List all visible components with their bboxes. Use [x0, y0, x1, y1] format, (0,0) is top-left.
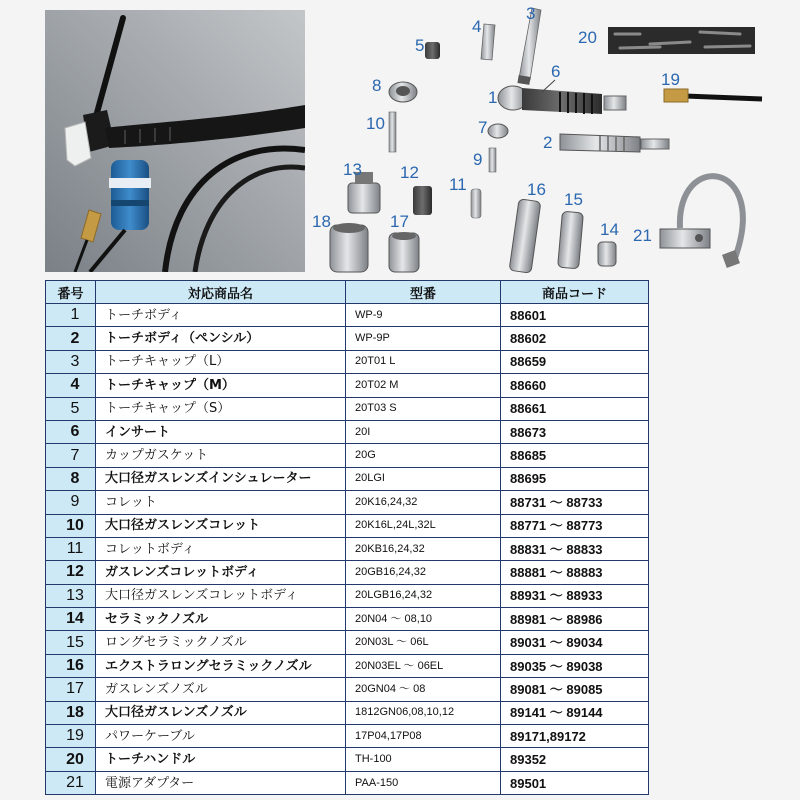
product-name: セラミックノズル [96, 608, 346, 631]
blue-connector-band [109, 178, 151, 188]
table-row [46, 584, 649, 607]
model-number: 20GN04 ～ 08 [346, 678, 501, 701]
product-name: エクストラロングセラミックノズル [96, 654, 346, 677]
callout-13: 13 [343, 160, 362, 179]
model-number: 20N04 ～ 08,10 [346, 608, 501, 631]
row-number: 4 [46, 374, 96, 397]
product-code: 88881 ～ 88883 [501, 561, 649, 584]
part-18-opening [333, 223, 365, 233]
blue-connector [111, 160, 149, 230]
row-number: 17 [46, 678, 96, 701]
product-name: パワーケーブル [96, 725, 346, 748]
part-10-collet [389, 112, 396, 152]
model-number: 17P04,17P08 [346, 725, 501, 748]
callout-1: 1 [488, 88, 498, 107]
table-body [46, 304, 649, 795]
table-row [46, 725, 649, 748]
row-number: 18 [46, 701, 96, 724]
callout-20: 20 [578, 28, 597, 47]
row-number: 14 [46, 608, 96, 631]
row-number: 2 [46, 327, 96, 350]
part-2-fitting [641, 139, 669, 149]
table-row [46, 608, 649, 631]
part-15-long-nozzle [558, 211, 584, 269]
product-code: 89501 [501, 771, 649, 794]
callout-11: 11 [449, 175, 467, 194]
part-19-fitting [664, 89, 688, 102]
table-row [46, 537, 649, 560]
product-name: トーチボディ（ペンシル） [96, 327, 346, 350]
row-number: 1 [46, 304, 96, 327]
model-number: 20LGI [346, 467, 501, 490]
table-row [46, 561, 649, 584]
table-row [46, 397, 649, 420]
header-model: 型番 [346, 281, 501, 304]
part-17-opening [392, 232, 416, 240]
product-name: ガスレンズコレットボディ [96, 561, 346, 584]
product-name: 大口径ガスレンズコレットボディ [96, 584, 346, 607]
product-name: コレット [96, 491, 346, 514]
part-21-plate-hole [695, 234, 703, 242]
table-row [46, 631, 649, 654]
product-name: カップガスケット [96, 444, 346, 467]
table-row [46, 304, 649, 327]
row-number: 8 [46, 467, 96, 490]
product-code: 88695 [501, 467, 649, 490]
product-name: 大口径ガスレンズノズル [96, 701, 346, 724]
product-code: 88660 [501, 374, 649, 397]
torch-product-photo [45, 10, 305, 272]
callout-10: 10 [366, 114, 385, 133]
header-number: 番号 [46, 281, 96, 304]
product-name: 大口径ガスレンズコレット [96, 514, 346, 537]
product-name: ロングセラミックノズル [96, 631, 346, 654]
table-row [46, 514, 649, 537]
product-name: 電源アダプター [96, 771, 346, 794]
callout-3: 3 [526, 4, 536, 23]
part-7-gasket [488, 124, 508, 138]
product-code: 89352 [501, 748, 649, 771]
table-row [46, 444, 649, 467]
product-code: 88771 ～ 88773 [501, 514, 649, 537]
model-number: 20I [346, 420, 501, 443]
model-number: 20N03L ～ 06L [346, 631, 501, 654]
product-code: 89031 ～ 89034 [501, 631, 649, 654]
part-13-collet-body [348, 183, 380, 213]
product-name: トーチハンドル [96, 748, 346, 771]
row-number: 13 [46, 584, 96, 607]
header-product-code: 商品コード [501, 281, 649, 304]
product-name: トーチボディ [96, 304, 346, 327]
table-row [46, 374, 649, 397]
blue-connector-band-2 [111, 200, 149, 206]
model-number: 20KB16,24,32 [346, 537, 501, 560]
table-header-row [46, 281, 649, 304]
table-row [46, 491, 649, 514]
model-number: 20T03 S [346, 397, 501, 420]
product-code: 89141 ～ 89144 [501, 701, 649, 724]
product-code: 88601 [501, 304, 649, 327]
callout-8: 8 [372, 76, 382, 95]
model-number: 20GB16,24,32 [346, 561, 501, 584]
part-1-torch-neck [522, 88, 602, 114]
callout-16: 16 [527, 180, 546, 199]
row-number: 12 [46, 561, 96, 584]
row-number: 5 [46, 397, 96, 420]
model-number: 20N03EL ～ 06EL [346, 654, 501, 677]
part-4-torch-cap-medium [481, 24, 495, 60]
part-19-power-cable [685, 96, 762, 99]
product-name: インサート [96, 420, 346, 443]
product-code: 88673 [501, 420, 649, 443]
product-name: 大口径ガスレンズインシュレーター [96, 467, 346, 490]
table-row [46, 350, 649, 373]
part-20-torch-handle [608, 27, 755, 54]
model-number: PAA-150 [346, 771, 501, 794]
model-number: WP-9 [346, 304, 501, 327]
product-code: 88931 ～ 88933 [501, 584, 649, 607]
callout-12: 12 [400, 163, 419, 182]
row-number: 21 [46, 771, 96, 794]
product-code: 88731 ～ 88733 [501, 491, 649, 514]
callout-14: 14 [600, 220, 619, 239]
product-code: 89081 ～ 89085 [501, 678, 649, 701]
row-number: 7 [46, 444, 96, 467]
row-number: 15 [46, 631, 96, 654]
callout-5: 5 [415, 36, 425, 55]
callout-2: 2 [543, 133, 553, 152]
model-number: 20LGB16,24,32 [346, 584, 501, 607]
parts-table [45, 280, 649, 795]
table-row [46, 327, 649, 350]
part-14-ceramic-nozzle [598, 242, 616, 266]
row-number: 9 [46, 491, 96, 514]
parts-diagram [305, 0, 800, 278]
product-code: 88602 [501, 327, 649, 350]
product-name: トーチキャップ（S） [96, 397, 346, 420]
model-number: WP-9P [346, 327, 501, 350]
product-name: トーチキャップ（M） [96, 374, 346, 397]
callout-4: 4 [472, 17, 482, 36]
product-code: 88661 [501, 397, 649, 420]
product-name: トーチキャップ（L） [96, 350, 346, 373]
part-1-fitting [604, 96, 626, 110]
part-11-collet-body [471, 189, 481, 218]
product-code: 89035 ～ 89038 [501, 654, 649, 677]
table-row [46, 420, 649, 443]
part-8-insulator-hole [396, 86, 410, 96]
product-name: ガスレンズノズル [96, 678, 346, 701]
callout-21: 21 [633, 226, 652, 245]
row-number: 3 [46, 350, 96, 373]
part-16-extra-long-nozzle [509, 199, 541, 273]
callout-15: 15 [564, 190, 583, 209]
callout-17: 17 [390, 212, 409, 231]
product-code: 88831 ～ 88833 [501, 537, 649, 560]
product-code: 88981 ～ 88986 [501, 608, 649, 631]
part-12-collet-body [413, 186, 432, 215]
model-number: 20G [346, 444, 501, 467]
row-number: 10 [46, 514, 96, 537]
model-number: 20K16L,24L,32L [346, 514, 501, 537]
table-row [46, 654, 649, 677]
table-row [46, 748, 649, 771]
product-name: コレットボディ [96, 537, 346, 560]
table-row [46, 678, 649, 701]
product-code: 88659 [501, 350, 649, 373]
product-code: 88685 [501, 444, 649, 467]
callout-18: 18 [312, 212, 331, 231]
model-number: 20T02 M [346, 374, 501, 397]
callout-9: 9 [473, 150, 483, 169]
callout-7: 7 [478, 118, 488, 137]
row-number: 11 [46, 537, 96, 560]
row-number: 16 [46, 654, 96, 677]
model-number: 20T01 L [346, 350, 501, 373]
table-row [46, 467, 649, 490]
part-9-collet [489, 148, 496, 172]
product-code: 89171,89172 [501, 725, 649, 748]
callout-19: 19 [661, 70, 680, 89]
model-number: 20K16,24,32 [346, 491, 501, 514]
model-number: TH-100 [346, 748, 501, 771]
row-number: 20 [46, 748, 96, 771]
model-number: 1812GN06,08,10,12 [346, 701, 501, 724]
table-row [46, 701, 649, 724]
part-5-torch-cap-short [425, 42, 440, 59]
row-number: 6 [46, 420, 96, 443]
table-row [46, 771, 649, 794]
header-product-name: 対応商品名 [96, 281, 346, 304]
row-number: 19 [46, 725, 96, 748]
callout-6: 6 [551, 62, 561, 81]
